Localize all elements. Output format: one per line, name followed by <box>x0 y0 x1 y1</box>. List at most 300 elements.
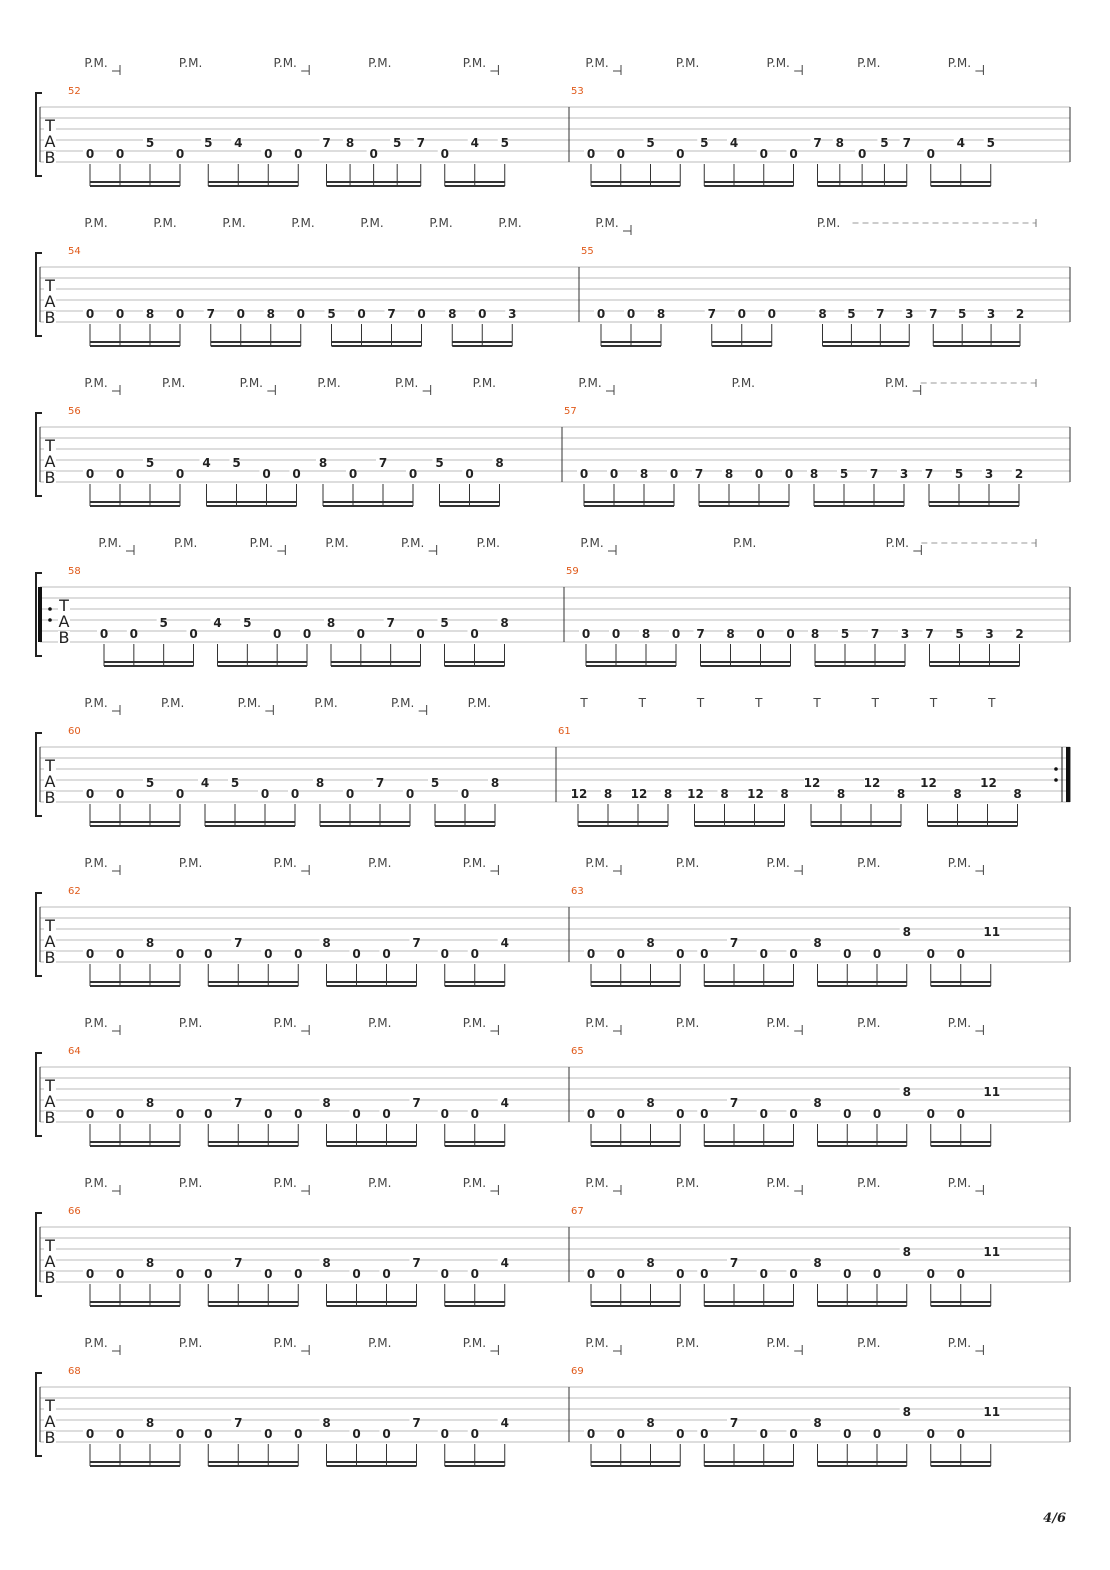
fret-number: 0 <box>357 307 366 321</box>
measure-number: 67 <box>571 1206 584 1217</box>
tap-marker: T <box>580 696 588 710</box>
system-bracket <box>36 93 42 176</box>
palm-mute-label: P.M. <box>732 536 757 550</box>
fret-number: 4 <box>234 136 243 150</box>
fret-number: 0 <box>926 1427 935 1441</box>
palm-mute-label: P.M. <box>675 856 700 870</box>
fret-number: 12 <box>747 787 764 801</box>
fret-number: 0 <box>843 1107 852 1121</box>
fret-number: 12 <box>687 787 704 801</box>
palm-mute-label: P.M. <box>314 696 338 710</box>
fret-number: 7 <box>707 307 716 321</box>
fret-number: 5 <box>145 776 155 790</box>
fret-number: 0 <box>611 627 621 641</box>
fret-number: 0 <box>85 1107 95 1121</box>
fret-number: 0 <box>470 1427 479 1441</box>
palm-mute-label: P.M. <box>237 696 262 710</box>
fret-number: 7 <box>869 467 879 481</box>
tab-clef-letter: A <box>58 612 70 631</box>
fret-number: 12 <box>630 787 648 801</box>
fret-number: 0 <box>926 147 935 161</box>
pm-end-mark <box>301 1185 309 1195</box>
fret-number: 8 <box>813 1096 822 1110</box>
palm-mute-label: P.M. <box>429 216 453 230</box>
fret-number: 8 <box>326 616 336 630</box>
fret-number: 0 <box>676 947 685 961</box>
fret-number: 0 <box>294 947 303 961</box>
fret-number: 0 <box>115 467 125 481</box>
fret-number: 0 <box>700 1267 709 1281</box>
fret-number: 7 <box>729 936 739 950</box>
tab-clef-letter: B <box>44 468 56 487</box>
fret-number: 8 <box>603 787 613 801</box>
tab-clef-letter: A <box>44 1412 56 1431</box>
fret-number: 8 <box>902 1085 911 1099</box>
fret-number: 0 <box>85 1427 95 1441</box>
palm-mute-label: P.M. <box>947 1176 972 1190</box>
measure-number: 55 <box>581 246 594 257</box>
fret-number: 0 <box>440 947 449 961</box>
fret-number: 0 <box>440 147 449 161</box>
system-bracket <box>36 413 42 496</box>
tab-clef-letter: T <box>45 1076 55 1095</box>
tab-clef-letter: A <box>44 772 56 791</box>
palm-mute-label: P.M. <box>857 56 881 70</box>
palm-mute-label: P.M. <box>585 856 609 870</box>
pm-end-mark <box>913 385 921 395</box>
fret-number: 8 <box>813 936 822 950</box>
fret-number: 7 <box>322 136 331 150</box>
fret-number: 0 <box>189 627 198 641</box>
fret-number: 8 <box>266 307 275 321</box>
fret-number: 0 <box>382 1427 391 1441</box>
fret-number: 0 <box>294 1427 303 1441</box>
fret-number: 0 <box>789 1427 798 1441</box>
fret-number: 7 <box>696 627 705 641</box>
fret-number: 7 <box>412 1096 421 1110</box>
fret-number: 12 <box>803 776 821 790</box>
fret-number: 8 <box>145 1416 155 1430</box>
palm-mute-label: P.M. <box>857 1336 881 1350</box>
fret-number: 5 <box>204 136 213 150</box>
palm-mute-label: P.M. <box>857 1176 881 1190</box>
fret-number: 0 <box>440 1107 449 1121</box>
fret-number: 5 <box>243 616 252 630</box>
measure-number: 64 <box>68 1046 81 1057</box>
fret-number: 2 <box>1015 627 1024 641</box>
system-bracket <box>36 1213 42 1296</box>
palm-mute-label: P.M. <box>368 856 392 870</box>
fret-number: 7 <box>902 136 911 150</box>
tap-marker: T <box>696 696 705 710</box>
fret-number: 7 <box>234 936 243 950</box>
fret-number: 8 <box>809 467 819 481</box>
fret-number: 0 <box>676 1267 685 1281</box>
fret-number: 8 <box>720 787 729 801</box>
fret-number: 7 <box>729 1416 739 1430</box>
palm-mute-label: P.M. <box>675 1176 700 1190</box>
fret-number: 5 <box>440 616 449 630</box>
palm-mute-label: P.M. <box>98 536 122 550</box>
palm-mute-label: P.M. <box>595 216 619 230</box>
fret-number: 3 <box>905 307 914 321</box>
page-number: 4/6 <box>1043 1511 1066 1526</box>
fret-number: 0 <box>262 467 271 481</box>
fret-number: 12 <box>570 787 588 801</box>
palm-mute-label: P.M. <box>816 216 841 230</box>
palm-mute-label: P.M. <box>173 536 198 550</box>
fret-number: 0 <box>759 1267 768 1281</box>
fret-number: 8 <box>902 1245 911 1259</box>
fret-number: 4 <box>200 776 210 790</box>
fret-number: 7 <box>694 467 704 481</box>
fret-number: 8 <box>902 1405 911 1419</box>
fret-number: 8 <box>345 136 355 150</box>
fret-number: 0 <box>956 1427 965 1441</box>
fret-number: 0 <box>175 1267 185 1281</box>
tab-clef-letter: A <box>44 452 56 471</box>
fret-number: 0 <box>204 1267 213 1281</box>
fret-number: 8 <box>495 456 504 470</box>
palm-mute-label: P.M. <box>498 216 522 230</box>
pm-end-mark <box>490 65 498 75</box>
fret-number: 0 <box>264 1267 273 1281</box>
fret-number: 8 <box>896 787 906 801</box>
fret-number: 3 <box>508 307 517 321</box>
fret-number: 0 <box>352 947 361 961</box>
fret-number: 0 <box>204 947 213 961</box>
tab-clef-letter: B <box>44 148 56 167</box>
fret-number: 0 <box>115 147 125 161</box>
measure-number: 56 <box>68 406 81 417</box>
fret-number: 0 <box>926 1267 935 1281</box>
pm-end-mark <box>112 865 120 875</box>
fret-number: 8 <box>813 1256 822 1270</box>
measure-number: 62 <box>68 886 81 897</box>
palm-mute-label: P.M. <box>885 536 910 550</box>
fret-number: 8 <box>902 925 911 939</box>
fret-number: 4 <box>470 136 479 150</box>
fret-number: 0 <box>616 1107 625 1121</box>
tab-clef-letter: B <box>58 628 70 647</box>
fret-number: 12 <box>863 776 881 790</box>
fret-number: 7 <box>876 307 885 321</box>
pm-end-mark <box>613 1025 621 1035</box>
fret-number: 11 <box>983 1245 1001 1259</box>
pm-end-mark <box>794 865 802 875</box>
palm-mute-label: P.M. <box>325 536 349 550</box>
measure-number: 57 <box>564 406 577 417</box>
pm-end-mark <box>112 385 120 395</box>
palm-mute-label: P.M. <box>766 56 790 70</box>
fret-number: 5 <box>847 307 856 321</box>
fret-number: 0 <box>700 1427 709 1441</box>
pm-end-mark <box>267 385 275 395</box>
fret-number: 0 <box>786 627 795 641</box>
fret-number: 0 <box>129 627 139 641</box>
fret-number: 0 <box>382 947 391 961</box>
fret-number: 8 <box>656 307 666 321</box>
fret-number: 4 <box>500 936 509 950</box>
tab-clef-letter: B <box>44 1108 56 1127</box>
tap-marker: T <box>929 696 938 710</box>
fret-number: 0 <box>872 947 882 961</box>
fret-number: 0 <box>676 1107 685 1121</box>
fret-number: 7 <box>375 776 385 790</box>
fret-number: 0 <box>956 1107 965 1121</box>
fret-number: 0 <box>872 1107 882 1121</box>
fret-number: 8 <box>646 936 655 950</box>
pm-end-mark <box>301 865 309 875</box>
fret-number: 8 <box>646 1416 655 1430</box>
palm-mute-label: P.M. <box>273 1176 297 1190</box>
fret-number: 5 <box>435 456 444 470</box>
fret-number: 0 <box>272 627 282 641</box>
fret-number: 11 <box>983 1405 1001 1419</box>
fret-number: 8 <box>835 136 844 150</box>
tab-clef-letter: B <box>44 788 56 807</box>
fret-number: 0 <box>115 1107 125 1121</box>
fret-number: 0 <box>872 1267 882 1281</box>
fret-number: 7 <box>234 1256 243 1270</box>
fret-number: 0 <box>294 1107 303 1121</box>
fret-number: 0 <box>204 1107 213 1121</box>
fret-number: 7 <box>386 616 395 630</box>
fret-number: 0 <box>926 947 935 961</box>
fret-number: 5 <box>232 456 241 470</box>
palm-mute-label: P.M. <box>462 1336 487 1350</box>
palm-mute-label: P.M. <box>462 56 487 70</box>
fret-number: 8 <box>780 787 789 801</box>
fret-number: 7 <box>729 1256 739 1270</box>
fret-number: 4 <box>729 136 739 150</box>
tab-clef-letter: T <box>45 916 55 935</box>
pm-end-mark <box>112 65 120 75</box>
pm-end-mark <box>112 1345 120 1355</box>
fret-number: 0 <box>843 1267 852 1281</box>
fret-number: 8 <box>322 1256 331 1270</box>
fret-number: 5 <box>393 136 402 150</box>
pm-end-mark <box>975 1025 983 1035</box>
fret-number: 0 <box>175 1427 185 1441</box>
measure-number: 69 <box>571 1366 584 1377</box>
fret-number: 4 <box>202 456 211 470</box>
fret-number: 0 <box>175 947 185 961</box>
fret-number: 11 <box>983 925 1001 939</box>
fret-number: 0 <box>85 787 95 801</box>
palm-mute-label: P.M. <box>585 1176 609 1190</box>
fret-number: 8 <box>315 776 325 790</box>
fret-number: 2 <box>1015 307 1025 321</box>
tap-marker: T <box>755 696 763 710</box>
palm-mute-label: P.M. <box>291 216 315 230</box>
fret-number: 0 <box>956 1267 965 1281</box>
palm-mute-label: P.M. <box>178 56 203 70</box>
fret-number: 0 <box>586 947 596 961</box>
palm-mute-label: P.M. <box>947 856 972 870</box>
palm-mute-label: P.M. <box>273 56 297 70</box>
palm-mute-label: P.M. <box>467 696 492 710</box>
fret-number: 8 <box>322 936 331 950</box>
fret-number: 7 <box>416 136 425 150</box>
measure-number: 61 <box>558 726 571 737</box>
measure-number: 65 <box>571 1046 584 1057</box>
fret-number: 8 <box>145 936 155 950</box>
fret-number: 0 <box>754 467 764 481</box>
pm-end-mark <box>975 1345 983 1355</box>
fret-number: 8 <box>318 456 328 470</box>
fret-number: 0 <box>292 467 301 481</box>
palm-mute-label: P.M. <box>249 536 274 550</box>
fret-number: 3 <box>900 627 910 641</box>
tab-clef-letter: B <box>44 308 56 327</box>
measure-number: 58 <box>68 566 81 577</box>
fret-number: 8 <box>322 1096 331 1110</box>
fret-number: 8 <box>641 627 651 641</box>
pm-end-mark <box>623 225 631 235</box>
fret-number: 0 <box>700 947 709 961</box>
measure-number: 54 <box>68 246 81 257</box>
palm-mute-label: P.M. <box>462 1176 487 1190</box>
fret-number: 7 <box>870 627 880 641</box>
fret-number: 0 <box>759 147 768 161</box>
tap-marker: T <box>988 696 996 710</box>
palm-mute-label: P.M. <box>585 1336 609 1350</box>
palm-mute-label: P.M. <box>857 856 881 870</box>
fret-number: 0 <box>586 1427 596 1441</box>
palm-mute-label: P.M. <box>472 376 497 390</box>
fret-number: 7 <box>729 1096 739 1110</box>
pm-end-mark <box>794 1025 802 1035</box>
palm-mute-label: P.M. <box>766 1016 790 1030</box>
measure-number: 53 <box>571 86 584 97</box>
fret-number: 5 <box>159 616 168 630</box>
measure-number: 68 <box>68 1366 81 1377</box>
fret-number: 8 <box>726 627 735 641</box>
fret-number: 5 <box>957 307 967 321</box>
palm-mute-label: P.M. <box>857 1016 881 1030</box>
palm-mute-label: P.M. <box>84 1016 108 1030</box>
fret-number: 3 <box>985 627 994 641</box>
palm-mute-label: P.M. <box>462 856 487 870</box>
palm-mute-label: P.M. <box>360 216 384 230</box>
palm-mute-label: P.M. <box>178 1016 203 1030</box>
pm-end-mark <box>490 1345 498 1355</box>
pm-end-mark <box>301 1345 309 1355</box>
palm-mute-label: P.M. <box>84 696 108 710</box>
palm-mute-label: P.M. <box>178 1176 203 1190</box>
fret-number: 8 <box>810 627 820 641</box>
palm-mute-label: P.M. <box>273 856 297 870</box>
pm-end-mark <box>419 705 427 715</box>
fret-number: 7 <box>929 307 938 321</box>
fret-number: 8 <box>145 1256 155 1270</box>
palm-mute-label: P.M. <box>222 216 246 230</box>
pm-end-mark <box>265 705 273 715</box>
fret-number: 0 <box>789 1267 798 1281</box>
fret-number: 0 <box>99 627 109 641</box>
fret-number: 0 <box>756 627 765 641</box>
fret-number: 0 <box>843 1427 852 1441</box>
fret-number: 0 <box>616 1427 625 1441</box>
fret-number: 0 <box>926 1107 935 1121</box>
fret-number: 8 <box>490 776 500 790</box>
fret-number: 0 <box>85 947 95 961</box>
fret-number: 5 <box>954 467 964 481</box>
fret-number: 0 <box>417 307 426 321</box>
fret-number: 4 <box>213 616 222 630</box>
measure-number: 66 <box>68 1206 81 1217</box>
fret-number: 0 <box>586 1267 596 1281</box>
fret-number: 0 <box>470 947 479 961</box>
palm-mute-label: P.M. <box>731 376 756 390</box>
pm-end-mark <box>975 1185 983 1195</box>
palm-mute-label: P.M. <box>273 1336 297 1350</box>
pm-end-mark <box>112 1025 120 1035</box>
fret-number: 0 <box>470 1267 479 1281</box>
fret-number: 0 <box>115 947 125 961</box>
palm-mute-label: P.M. <box>462 1016 487 1030</box>
fret-number: 8 <box>646 1256 655 1270</box>
fret-number: 5 <box>500 136 509 150</box>
fret-number: 5 <box>986 136 995 150</box>
palm-mute-label: P.M. <box>476 536 501 550</box>
repeat-dot <box>1054 767 1058 771</box>
fret-number: 0 <box>175 467 185 481</box>
palm-mute-label: P.M. <box>84 1336 108 1350</box>
fret-number: 5 <box>145 456 155 470</box>
tab-clef-letter: T <box>45 276 55 295</box>
tap-marker: T <box>813 696 821 710</box>
fret-number: 0 <box>175 147 185 161</box>
fret-number: 8 <box>639 467 649 481</box>
pm-end-mark <box>490 1185 498 1195</box>
tap-marker: T <box>638 696 646 710</box>
fret-number: 0 <box>115 307 125 321</box>
tab-clef-letter: T <box>45 436 55 455</box>
palm-mute-label: P.M. <box>947 1016 972 1030</box>
tab-clef-letter: T <box>59 596 69 615</box>
fret-number: 8 <box>145 1096 155 1110</box>
repeat-dot <box>1054 778 1058 782</box>
fret-number: 7 <box>234 1416 243 1430</box>
palm-mute-label: P.M. <box>394 376 419 390</box>
fret-number: 8 <box>724 467 734 481</box>
fret-number: 8 <box>1013 787 1022 801</box>
pm-end-mark <box>490 1025 498 1035</box>
palm-mute-label: P.M. <box>675 1016 700 1030</box>
fret-number: 7 <box>412 936 421 950</box>
fret-number: 7 <box>412 1256 421 1270</box>
fret-number: 0 <box>759 1427 768 1441</box>
system-bracket <box>36 1373 42 1456</box>
fret-number: 0 <box>616 947 625 961</box>
pm-end-mark <box>608 545 616 555</box>
fret-number: 0 <box>669 467 679 481</box>
fret-number: 8 <box>663 787 673 801</box>
fret-number: 5 <box>955 627 964 641</box>
fret-number: 5 <box>327 307 336 321</box>
fret-number: 0 <box>290 787 300 801</box>
palm-mute-label: P.M. <box>578 376 602 390</box>
palm-mute-label: P.M. <box>585 56 609 70</box>
tab-clef-letter: A <box>44 292 56 311</box>
fret-number: 0 <box>348 467 358 481</box>
fret-number: 0 <box>626 307 636 321</box>
fret-number: 5 <box>430 776 440 790</box>
pm-end-mark <box>794 1345 802 1355</box>
tab-clef-letter: A <box>44 1092 56 1111</box>
